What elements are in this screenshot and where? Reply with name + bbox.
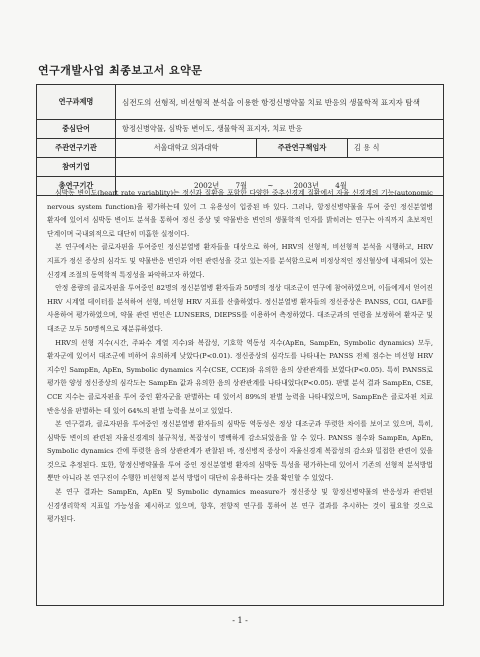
- project-title-value: 심전도의 선형적, 비선형적 분석을 이용한 항정신병약물 치료 반응의 생물학적 표지자 탐색: [116, 85, 444, 120]
- page-number: - 1 -: [232, 616, 248, 625]
- organization-row: [37, 139, 444, 158]
- keywords-row: [37, 120, 444, 139]
- keywords-label: 중심단어: [37, 120, 116, 139]
- summary-paragraph-1: 심박동 변이도(heart rate variablity)는 정신과 질환을 포함한 다양한 중추신경계 질환에서 자율 신경계의 기능(autonomic nervous system function)을 평가하는데 있어 그 유용성이 입증된 바 있다. 그러나, 항정신병약물을 투여 중인 정신분열병 환자에 있어서 심박동 변이도 분석을 통하여 정신 증상 및 약물반응 변인의 생물학적 인자를 밝히려는 연구는 아직까지 초보적인 단계이며 국내외적으로 대단히 미흡한 실정이다.: [47, 189, 433, 238]
- project-title-row: [37, 85, 444, 120]
- summary-paragraph-5: 본 연구결과, 클로자핀을 투여중인 정신분열병 환자들의 심박동 역동성은 정상 대조군과 뚜렷한 차이를 보이고 있으며, 특히, 심박동 변이의 관련된 자율신경계의 불규칙성, 복잡성이 명백하게 감소되었음을 알 수 있다. PANSS 점수와 SampEn, ApEn, Symbolic dynamics 간에 뚜렷한 음의 상관관계가 관찰된 바, 정신병적 증상이 자율신경계 복잡성의 감소와 밀접한 관련이 있을 것으로 추정된다. 또한, 항정신병약물을 투여 중인 정신분열병 환자의 심박동 특성을 평가하는데 있어서 기존의 선형적 분석방법 뿐만 아니라 본 연구진이 수행한 비선형적 분석 방법이 대단히 유용하다는 것을 확인할 수 있었다.: [47, 420, 433, 483]
- project-title-label: 연구과제명: [37, 85, 116, 120]
- period-separator: ~: [267, 180, 274, 190]
- summary-paragraph-6: 본 연구 결과는 SampEn, ApEn 및 Symbolic dynamics measure가 정신증상 및 항정신병약물의 반응성과 관련된 신경생리학적 지표일 가능성을 제시하고 있으며, 향후, 전향적 연구를 통하여 본 연구 결과를 추시하는 것이 필요할 것으로 평가된다.: [47, 488, 433, 524]
- organization-label: 주관연구기관: [37, 139, 116, 158]
- period-end-year: 2003년: [293, 180, 319, 190]
- summary-body: [36, 181, 444, 606]
- period-end-month: 4월: [335, 180, 347, 190]
- organization-value: [116, 139, 257, 158]
- principal-investigator-value: 김 용 식: [348, 139, 444, 158]
- period-start-month: 7월: [235, 180, 248, 190]
- research-period-label: 총연구기간: [37, 177, 116, 196]
- summary-paragraph-4: HRV의 선형 지수(시간, 주파수 계열 지수)와 복잡성, 기호학 역동성 지수(ApEn, SampEn, Symbolic dynamics) 모두, 환자군에 있어서 대조군에 비하여 유의하게 낮았다(P<0.01). 정신증상의 심각도를 나타내는 PANSS 전체 점수는 비선형 HRV 지수인 SampEn, ApEn, Symbolic dynamics 지수(CSE, CCE)와 유의한 음의 상관관계를 보였다(P<0.05). 특히 PANSS로 평가한 양성 정신증상의 심각도는 SampEn 값과 유의한 음의 상관관계를 나타내었다(P<0.05). 판별 분석 결과 SampEn, CSE, CCE 지수는 클로자핀을 투여 중인 환자군을 판별하는 데 있어서 89%의 판별 능력을 나타내었으며, SampEn은 클로자핀 치료 반응성을 판별하는 데 있어 64%의 판별 능력을 보이고 있었다.: [47, 338, 433, 415]
- participating-company-row: [37, 158, 444, 177]
- document-title: 연구개발사업 최종보고서 요약문: [38, 64, 203, 77]
- summary-info-table: [36, 84, 444, 196]
- principal-investigator-label: 주관연구책임자: [257, 139, 348, 158]
- participating-company-value: [116, 158, 444, 177]
- summary-paragraph-3: 안정 용량의 클로자핀을 투여중인 82명의 정신분열병 환자들과 50명의 정상 대조군이 연구에 참여하였으며, 이들에게서 얻어진 HRV 시계열 데이터를 분석하여 선형, 비선형 HRV 지표를 산출하였다. 정신분열병 환자들의 정신증상은 PANSS, CGI, GAF를 사용하여 평가하였으며, 약물 관련 변인은 LUNSERS, DIEPSS를 이용하여 측정하였다. 대조군과의 연령을 보정하여 환자군 및 대조군 모두 50명씩으로 재분류하였다.: [47, 284, 433, 333]
- keywords-value: 항정신병약물, 심박동 변이도, 생물학적 표지자, 치료 반응: [116, 120, 444, 139]
- organization-value-text: 서울대학교 의과대학: [153, 142, 219, 152]
- period-start-year: 2002년: [194, 180, 220, 190]
- participating-company-label: 참여기업: [37, 158, 116, 177]
- summary-paragraph-2: 본 연구에서는 클로자핀을 투여중인 정신분열병 환자들을 대상으로 하여, HRV의 선형적, 비선형적 분석을 시행하고, HRV 지표가 정신 증상의 심각도 및 약물반응 변인과 어떤 관련성을 갖고 있는지를 분석함으로써 비정상적인 정신혈상에 내재되어 있는 신경계 조절의 동역학적 특징성을 파악하고자 하였다.: [47, 243, 433, 279]
